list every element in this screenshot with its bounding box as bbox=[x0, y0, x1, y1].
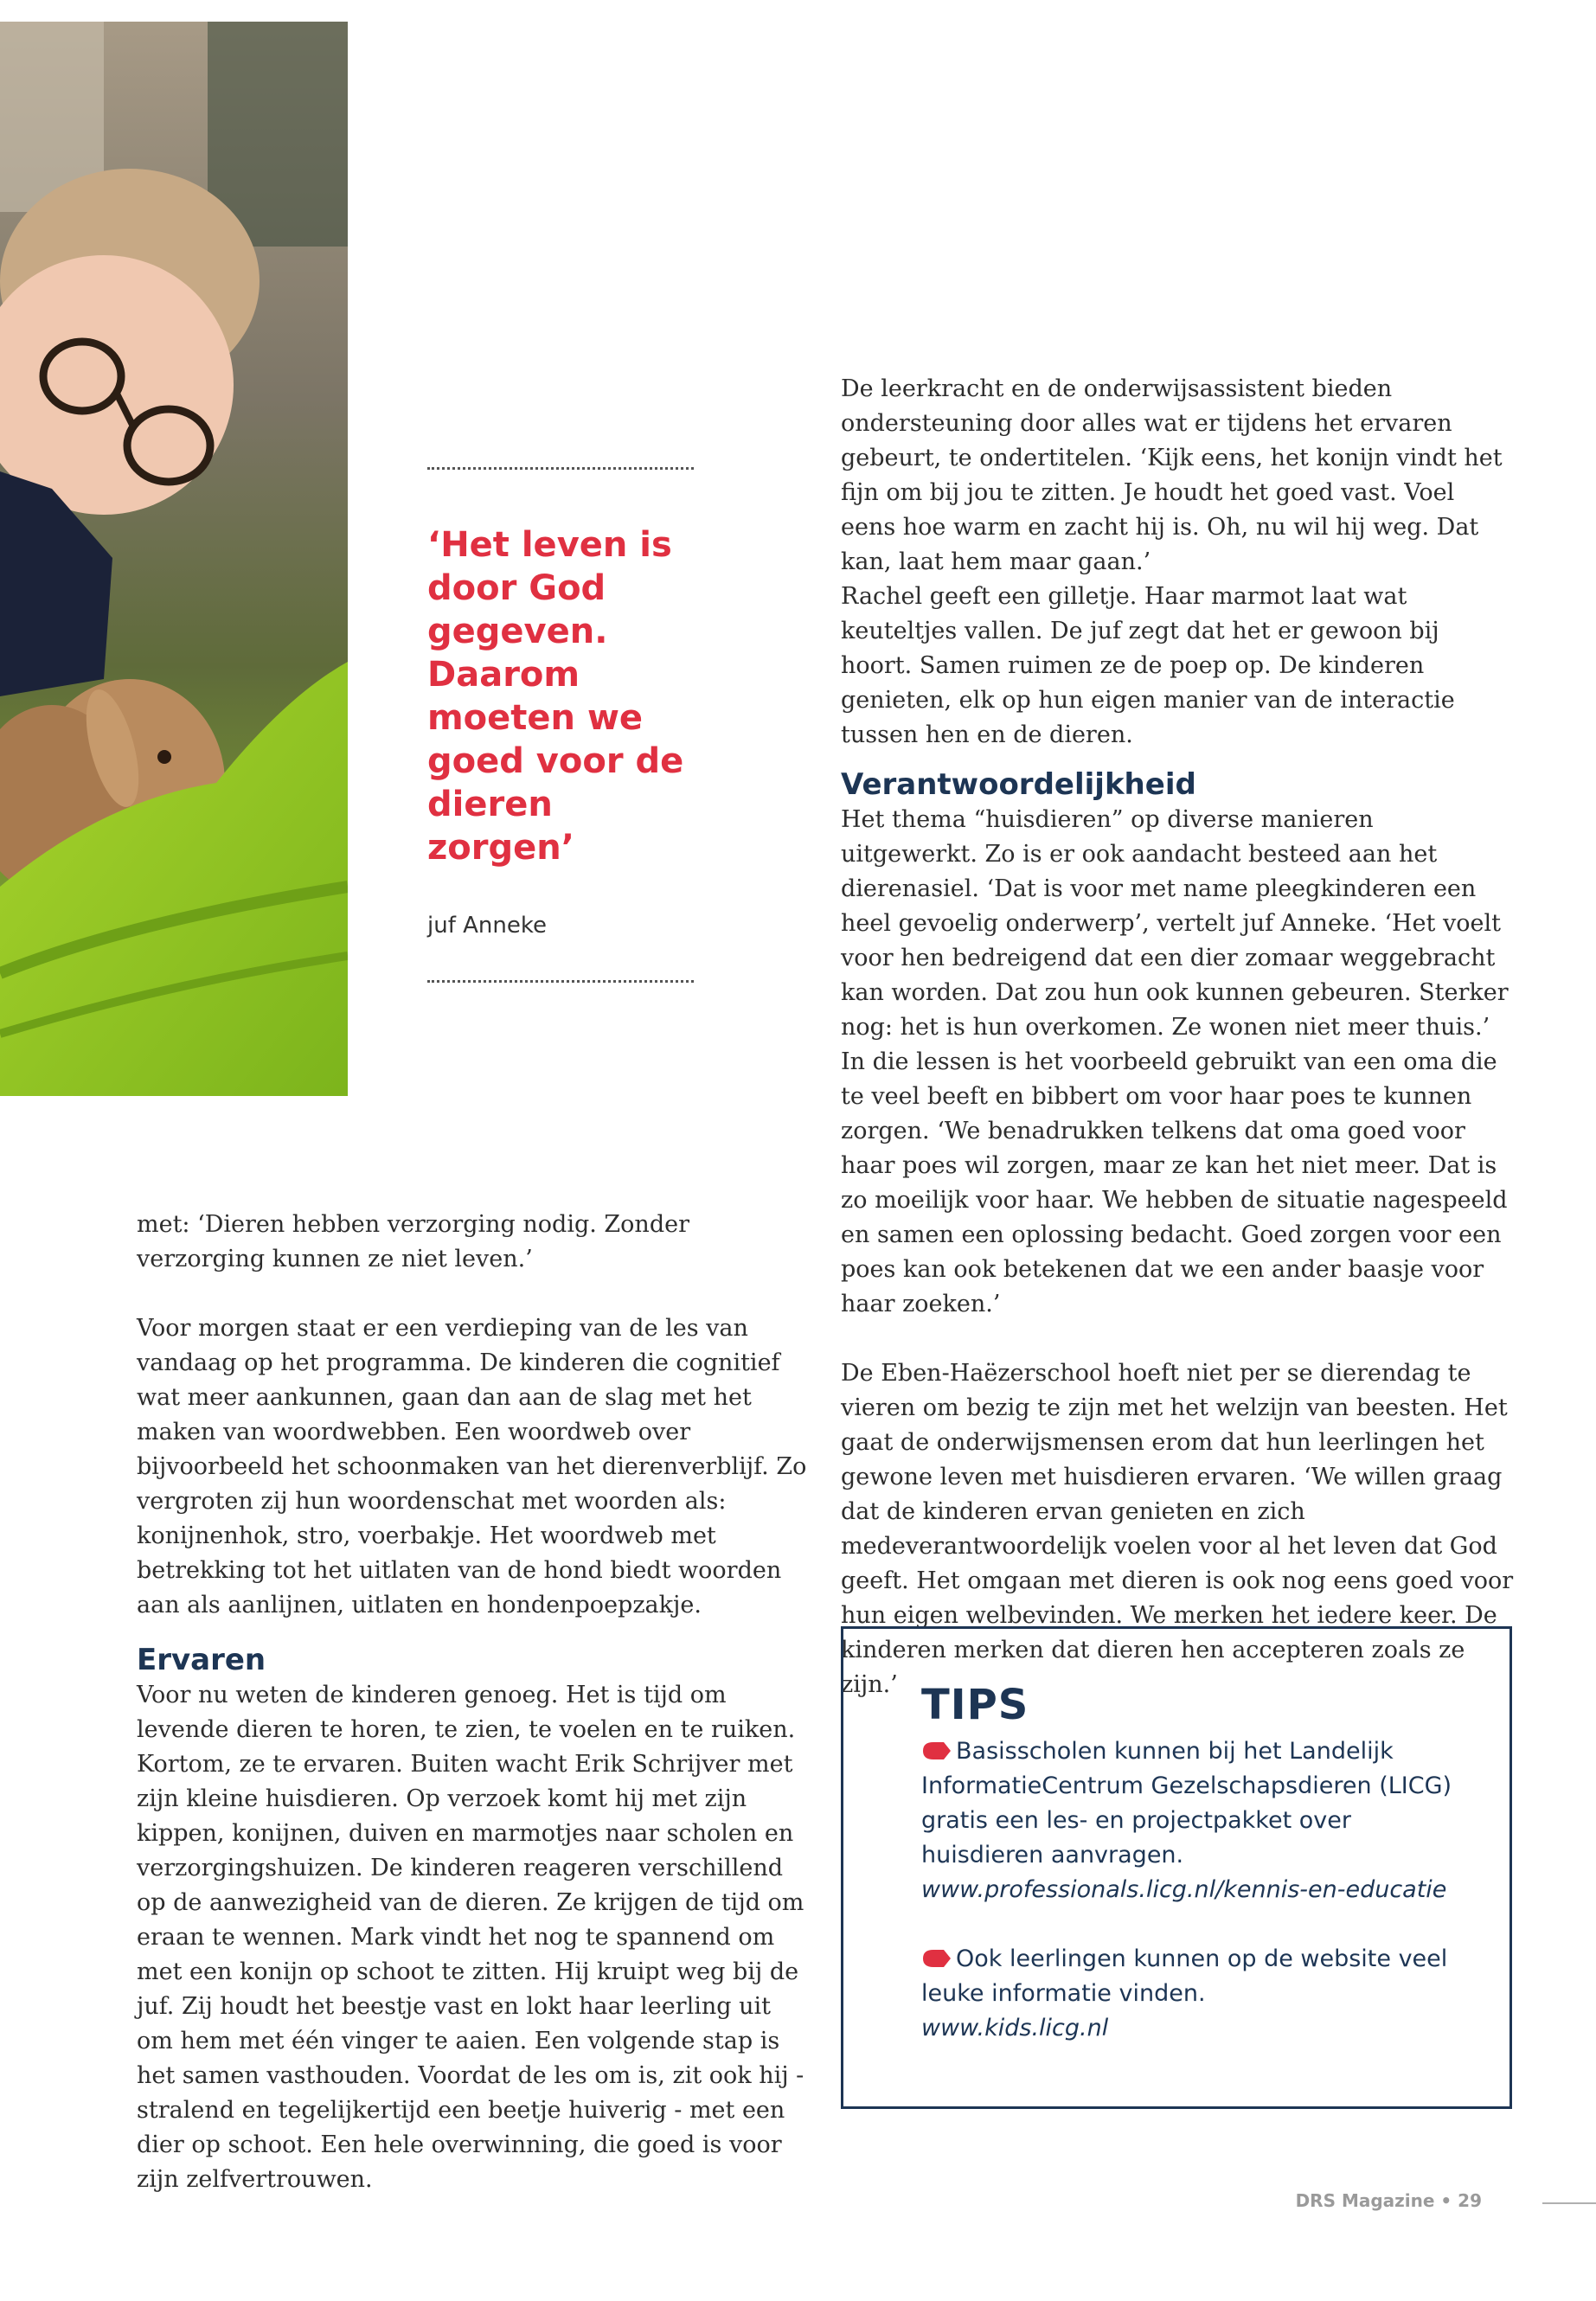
section-heading: Ervaren bbox=[137, 1643, 266, 1677]
paragraph: Het thema “huisdieren” op diverse manieren uitgewerkt. Zo is er ook aandacht besteed aan het dierenasiel. ‘Dat is voor met name pleegkinderen een heel gevoelig onderwerp’, vertelt juf Anneke. ‘Het voelt voor hen bedreigend dat een dier zomaar weggebracht kan worden. Dat zou hun ook kunnen gebeuren. Sterker nog: het is hun overkomen. Ze wonen niet meer thuis.’ In die lessen is het voorbeeld gebruikt van een oma die te veel beeft en bibbert om voor haar poes te kunnen zorgen. ‘We benadrukken telkens dat oma goed voor haar poes wil zorgen, maar ze kan het niet meer. Dat is zo moeilijk voor haar. We hebben de situatie nagespeeld en samen een oplossing bedacht. Goed zorgen voor een poes kan ook betekenen dat we een ander baasje voor haar zoeken.’ bbox=[841, 806, 1509, 1317]
tips-title: TIPS bbox=[921, 1681, 1029, 1729]
page-footer bbox=[1233, 2190, 1596, 2216]
section-heading: Verantwoordelijkheid bbox=[841, 767, 1196, 802]
paragraph: Voor nu weten de kinderen genoeg. Het is tijd om levende dieren te horen, te zien, te voelen en te ruiken. Kortom, ze te ervaren. Buiten wacht Erik Schrijver met zijn kleine huisdieren. Op verzoek komt hij met zijn kippen, konijnen, duiven en marmotjes naar scholen en verzorgingshuizen. De kinderen reageren verschillend op de aanwezigheid van de dieren. Ze krijgen de tijd om eraan te wennen. Mark vindt het nog te spannend om met een konijn op schoot te zitten. Hij kruipt weg bij de juf. Zij houdt het beestje vast en lokt haar leerling uit om hem met één vinger te aaien. Een volgende stap is het samen vasthouden. Voordat de les om is, zit ook hij - stralend en tegelijkertijd een beetje huiverig - met een dier op schoot. Een hele overwinning, die goed is voor zijn zelfvertrouwen. bbox=[137, 1682, 804, 2193]
tip-item bbox=[921, 1734, 1475, 1907]
tip-text: Basisscholen kunnen bij het Landelijk InformatieCentrum Gezelschapsdieren (LICG) gratis een les- en projectpakket over huisdieren aanvragen. bbox=[921, 1738, 1452, 1868]
tip-text: Ook leerlingen kunnen op de website veel leuke informatie vinden. bbox=[921, 1945, 1448, 2007]
quote-author: juf Anneke bbox=[427, 913, 547, 939]
tip-link[interactable]: www.kids.licg.nl bbox=[921, 2015, 1109, 2041]
tip-link[interactable]: www.professionals.licg.nl/kennis-en-educatie bbox=[921, 1876, 1447, 1903]
paragraph: De Eben-Haëzerschool hoeft niet per se dierendag te vieren om bezig te zijn met het welzijn van beesten. Het gaat de onderwijsmensen erom dat hun leerlingen het gewone leven met huisdieren ervaren. ‘We willen graag dat de kinderen ervan genieten en zich medeverantwoordelijk voelen voor al het leven dat God geeft. Het omgaan met dieren is ook nog eens goed voor hun eigen welbevinden. We merken het iedere keer. De kinderen merken dat dieren hen accepteren zoals ze zijn.’ bbox=[841, 1360, 1514, 1698]
pull-quote bbox=[427, 467, 695, 983]
right-column bbox=[841, 372, 1516, 1702]
article-photo bbox=[0, 22, 348, 1096]
footer-page-label: DRS Magazine • 29 bbox=[1295, 2190, 1482, 2211]
paragraph: Rachel geeft een gilletje. Haar marmot laat wat keuteltjes vallen. De juf zegt dat het er gewoon bij hoort. Samen ruimen ze de poep op. De kinderen genieten, elk op hun eigen manier van de interactie tussen hen en de dieren. bbox=[841, 583, 1455, 748]
tip-item bbox=[921, 1942, 1475, 2046]
quote-text: ‘Het leven is door God gegeven. Daarom moeten we goed voor de dieren zorgen’ bbox=[427, 525, 684, 868]
photo-boy-with-rabbit-icon bbox=[0, 22, 348, 1096]
quote-divider-top bbox=[427, 467, 694, 470]
paragraph: met: ‘Dieren hebben verzorging nodig. Zonder verzorging kunnen ze niet leven.’ bbox=[137, 1211, 689, 1272]
quote-divider-bottom bbox=[427, 980, 694, 983]
footer-rule bbox=[1542, 2202, 1596, 2204]
tips-box bbox=[841, 1626, 1512, 2109]
arrow-bullet-icon bbox=[921, 1740, 952, 1761]
paragraph: De leerkracht en de onderwijsassistent bieden ondersteuning door alles wat er tijdens het ervaren gebeurt, te ondertitelen. ‘Kijk eens, het konijn vindt het fijn om bij jou te zitten. Je houdt het goed vast. Voel eens hoe warm en zacht hij is. Oh, nu wil hij weg. Dat kan, laat hem maar gaan.’ bbox=[841, 375, 1503, 575]
paragraph: Voor morgen staat er een verdieping van de les van vandaag op het programma. De kinderen die cognitief wat meer aankunnen, gaan dan aan de slag met het maken van woordwebben. Een woordweb over bijvoorbeeld het schoonmaken van het dierenverblijf. Zo vergroten zij hun woordenschat met woorden als: konijnenhok, stro, voerbakje. Het woordweb met betrekking tot het uitlaten van de hond biedt woorden aan als aanlijnen, uitlaten en hondenpoepzakje. bbox=[137, 1315, 807, 1618]
left-column bbox=[137, 1208, 811, 2197]
arrow-bullet-icon bbox=[921, 1948, 952, 1969]
